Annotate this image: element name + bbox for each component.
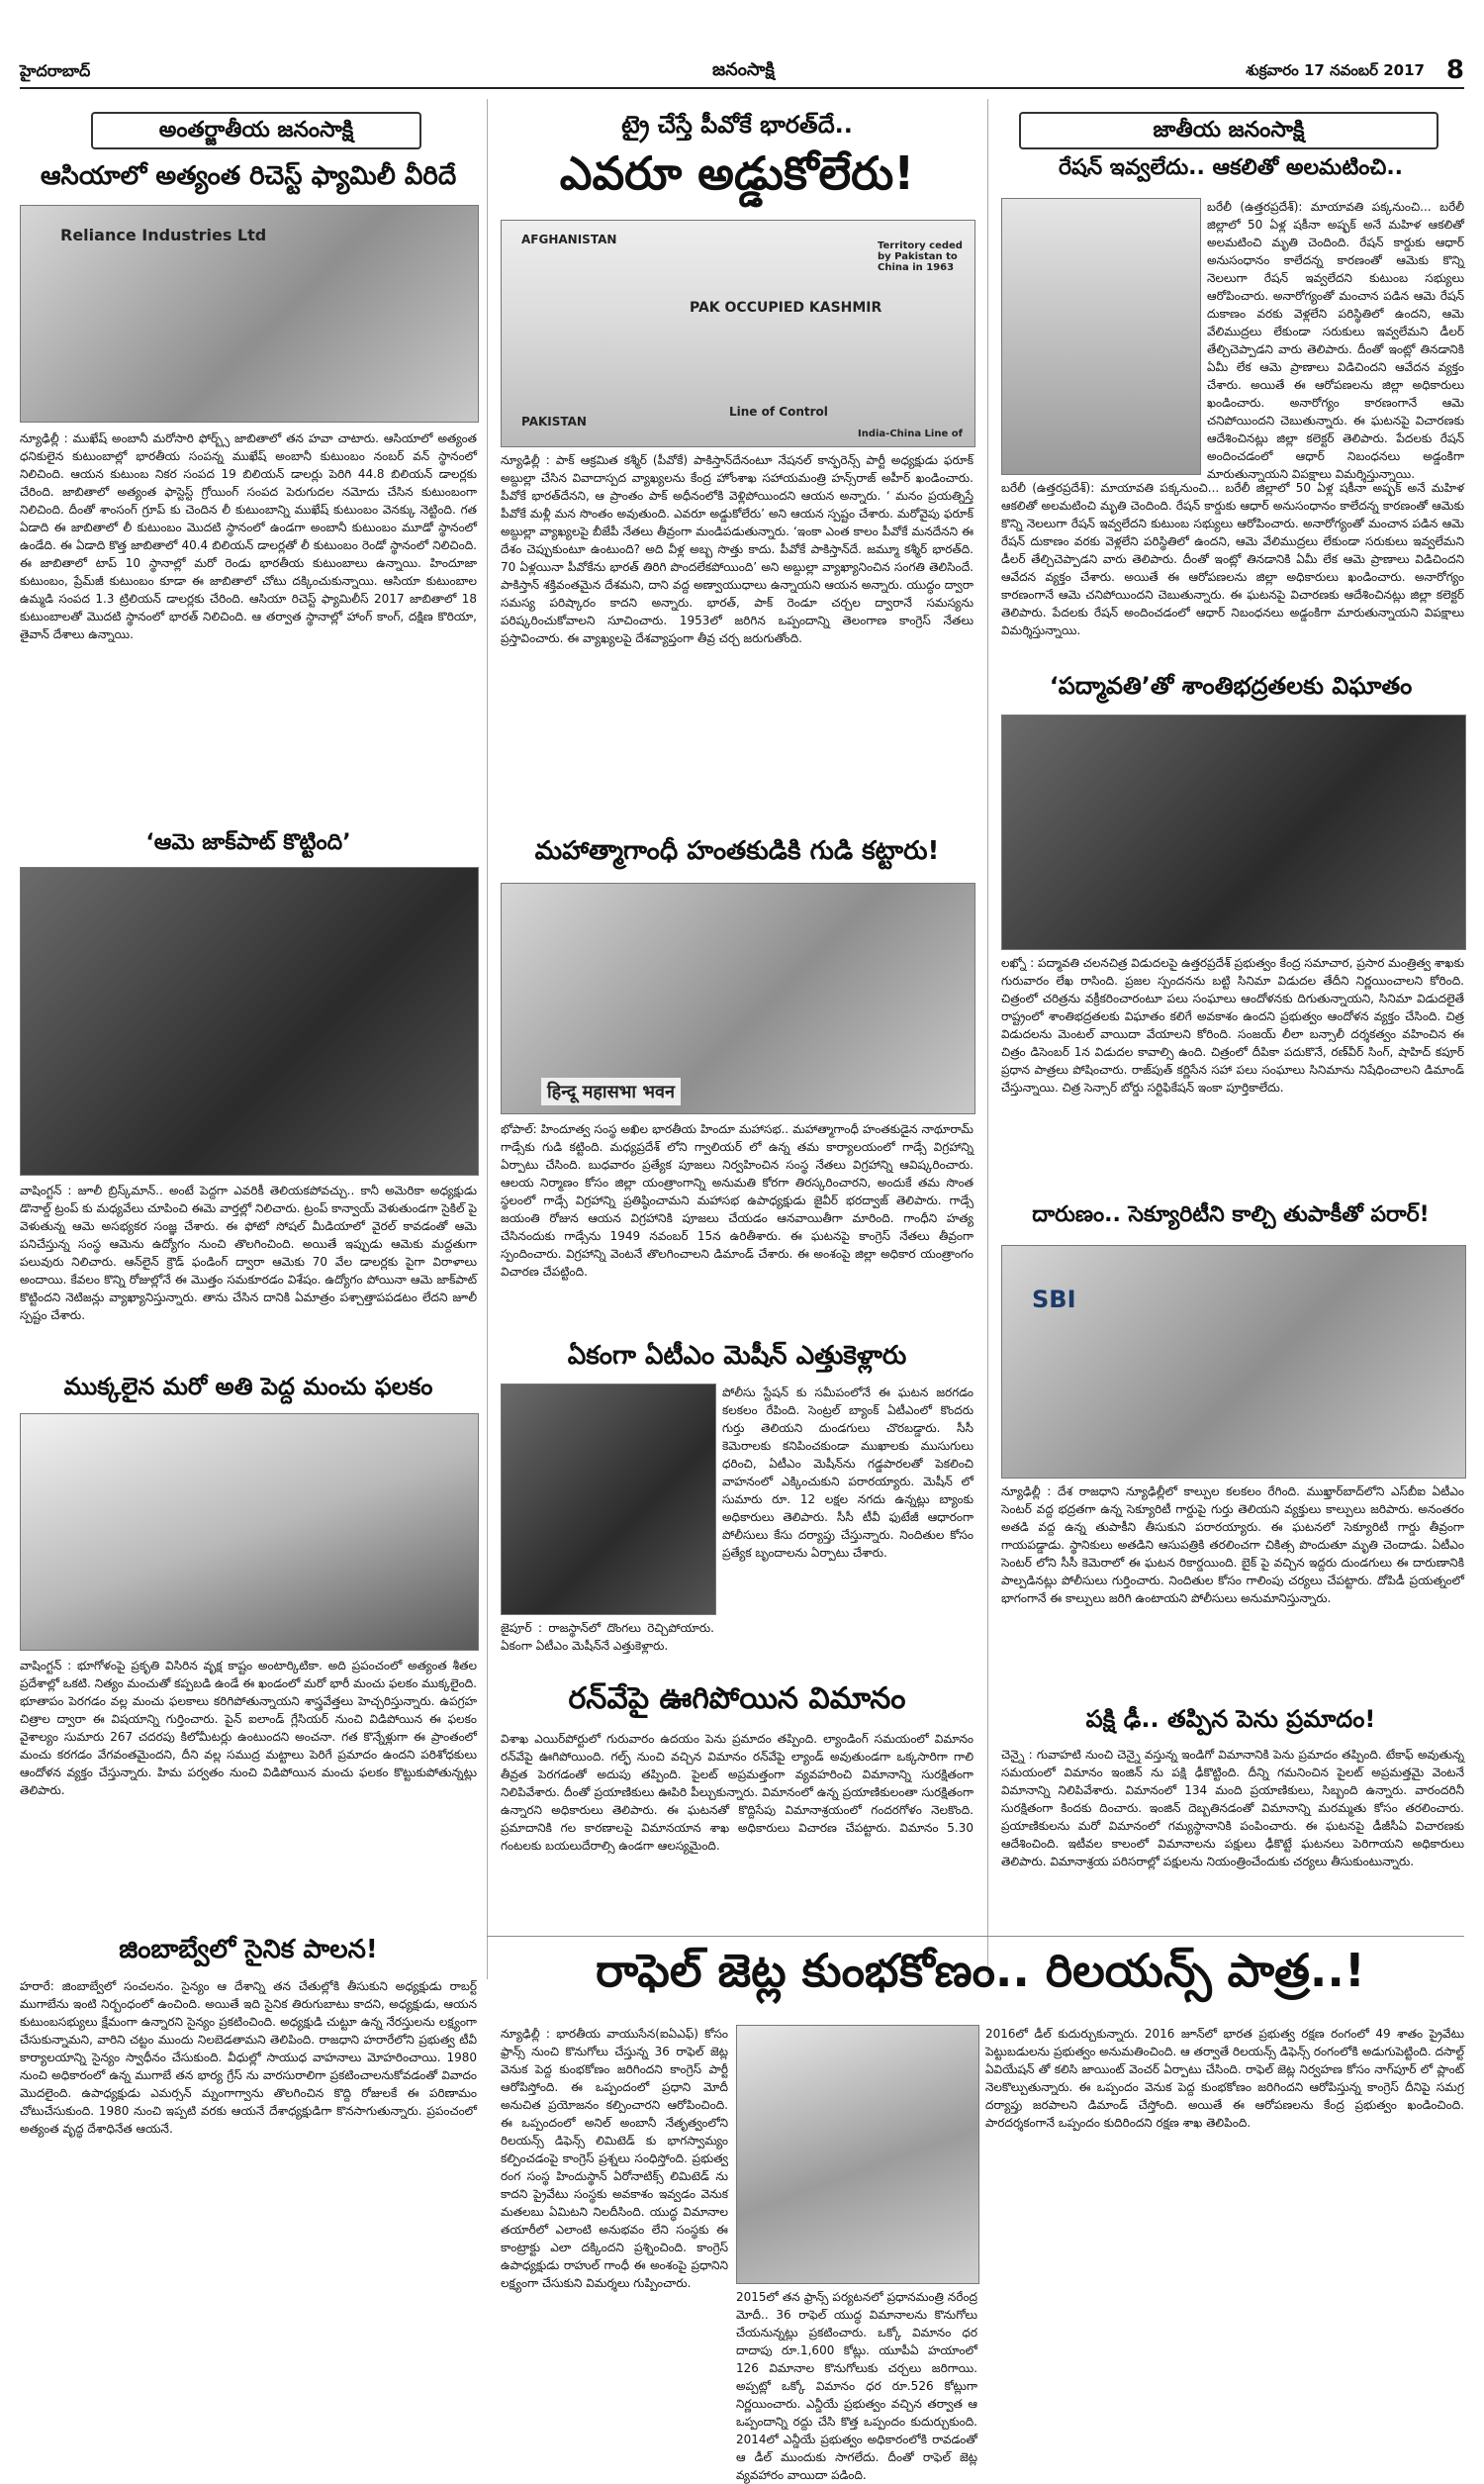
- headline-bird-hit: పక్షి ఢీ.. తప్పిన పెను ప్రమాదం!: [1085, 1705, 1376, 1733]
- body-gandhi: భోపాల్: హిందూత్వ సంస్థ అఖిల భారతీయ హిందూ మహాసభ.. మహాత్మాగాంధీ హంతకుడైన నాథూరామ్ గాడ్సేకు గుడి కట్టింది. మధ్యప్రదేశ్ లోని గ్వాలియర్ లో ఉన్న తమ కార్యాలయంలో గాడ్సే విగ్రహాన్ని ఏర్పాటు చేసింది. బుధవారం ప్రత్యేక పూజలు నిర్వహించిన సంస్థ నేతలు విగ్రహాన్ని ఆవిష్కరించారు. ఆలయ నిర్మాణం కోసం జిల్లా యంత్రాంగాన్ని అనుమతి కోరగా తిరస్కరించారని, అందుకే తమ సొంత స్థలంలో గాడ్సే విగ్రహాన్ని ప్రతిష్ఠించామని మహాసభ ఉపాధ్యక్షుడు జైవీర్ భరద్వాజ్ తెలిపారు. గాడ్సే జయంతి రోజున ఆయన విగ్రహానికి పూజలు చేయడం ఆనవాయితీగా మారింది. గాంధీని హత్య చేసినందుకు గాడ్సేను 1949 నవంబర్ 15న ఉరితీశారు. ఈ ఘటనపై కాంగ్రెస్ నేతలు తీవ్రంగా స్పందించారు. విగ్రహాన్ని వెంటనే తొలగించాలని డిమాండ్ చేశారు. ఈ అంశంపై జిల్లా అధికార యంత్రాంగం విచారణ చేపట్టింది.: [501, 1122, 974, 1279]
- body-bird-hit: చెన్నై : గువాహటి నుంచి చెన్నై వస్తున్న ఇండిగో విమానానికి పెను ప్రమాదం తప్పింది. టేకాఫ్ అవుతున్న సమయంలో విమానం ఇంజిన్ ను పక్షి ఢీకొట్టింది. దీన్ని గమనించిన పైలట్ అప్రమత్తమై వెంటనే విమానాన్ని నిలిపివేశారు. విమానంలో 134 మంది ప్రయాణికులు, సిబ్బంది ఉన్నారు. వారందరినీ సురక్షితంగా కిందకు దించారు. ఇంజిన్ దెబ్బతినడంతో విమానాన్ని మరమ్మతు కోసం తరలించారు. ప్రయాణికులను మరో విమానంలో గమ్యస్థానానికి పంపించారు. ఈ ఘటనపై డీజీసీఏ విచారణకు ఆదేశించింది. ఇటీవల కాలంలో విమానాలను పక్షులు ఢీకొట్టే ఘటనలు పెరిగాయని అధికారులు తెలిపారు. విమానాశ్రయ పరిసరాల్లో పక్షులను నియంత్రించేందుకు చర్యలు తీసుకుంటున్నారు.: [1001, 1748, 1464, 1868]
- kicker-pok: ట్రై చేస్తే పీవోకే భారత్‌దే..: [621, 111, 853, 139]
- divider: [487, 1936, 1464, 1937]
- section-tab-national: జాతీయ జనంసాక్షి: [1019, 112, 1438, 149]
- map-label: AFGHANISTAN: [521, 233, 617, 246]
- body-pok: న్యూఢిల్లీ : పాక్ ఆక్రమిత కశ్మీర్ (పీవోకే) పాకిస్తాన్‌దేనంటూ నేషనల్ కాన్ఫరెన్స్ పార్టీ అధ్యక్షుడు ఫరూక్ అబ్దుల్లా చేసిన వివాదాస్పద వ్యాఖ్యలను కేంద్ర హోంశాఖ సహాయమంత్రి హన్స్‌రాజ్ అహీర్ ఖండించారు. పీవోకే భారత్‌దేనని, ఆ ప్రాంతం పాక్ అధీనంలోకి వెళ్లిపోయిందని ఆయన అన్నారు. ‘ మనం ప్రయత్నిస్తే పీవోకే మళ్లీ మన సొంతం అవుతుంది. ఎవరూ అడ్డుకోలేరు’ అని ఆయన స్పష్టం చేశారు. మరోవైపు ఫరూక్ అబ్దుల్లా వ్యాఖ్యలపై బీజేపీ నేతలు తీవ్రంగా మండిపడుతున్నారు. ‘ఇంకా ఎంత కాలం పీవోకే మనదేనని ఈ దేశం చెప్పుకుంటూ ఉంటుంది? అది వీళ్ల అబ్బ సొత్తు కాదు. పీవోకే పాకిస్తాన్‌దే. జమ్మూ కశ్మీర్ భారత్‌ది. 70 ఏళ్లయినా పీవోకేను భారత్ తిరిగి పొందలేకపోయింది’ అని అబ్దుల్లా వ్యాఖ్యానించిన సంగతి తెలిసిందే. పాకిస్తాన్ శక్తివంతమైన దేశమని, దాని వద్ద అణ్వాయుధాలు ఉన్నాయని ఆయన అన్నారు. యుద్ధం ద్వారా సమస్య పరిష్కారం కాదని అన్నారు. భారత్, పాక్ రెండూ చర్చల ద్వారానే సమస్యను పరిష్కరించుకోవాలని సూచించారు. 1953లో జరిగిన ఒప్పందాన్ని తెలంగాణ కాంగ్రెస్ నేతలు ప్రస్తావించారు. ఈ వ్యాఖ్యలపై దేశవ్యాప్తంగా తీవ్ర చర్చ జరుగుతోంది.: [501, 453, 974, 645]
- map-label: PAKISTAN: [521, 415, 587, 429]
- photo-label: SBI: [1032, 1286, 1076, 1313]
- headline-security: దారుణం.. సెక్యూరిటీని కాల్చి తుపాకీతో పరార్!: [1032, 1202, 1430, 1227]
- photo-ration-victim: [1001, 198, 1201, 475]
- column-rule: [487, 99, 488, 1979]
- headline-jackpot: ‘ఆమె జాక్‌పాట్ కొట్టింది’: [145, 830, 351, 855]
- headline-pok: ఎవరూ అడ్డుకోలేరు!: [559, 146, 915, 200]
- body-zimbabwe: హరారే: జింబాబ్వేలో సంచలనం. సైన్యం ఆ దేశాన్ని తన చేతుల్లోకి తీసుకుని అధ్యక్షుడు రాబర్ట్ ముగాబేను ఇంటి నిర్బంధంలో ఉంచింది. అయితే ఇది సైనిక తిరుగుబాటు కాదని, అధ్యక్షుడు, ఆయన కుటుంబసభ్యులు క్షేమంగా ఉన్నారని సైన్యం ప్రకటించింది. అధ్యక్షుడి చుట్టూ ఉన్న నేరస్తులను లక్ష్యంగా చేసుకున్నామని, వారిని చట్టం ముందు నిలబెడతామని తెలిపింది. రాజధాని హరారేలోని ప్రభుత్వ టీవీ కార్యాలయాన్ని సైన్యం స్వాధీనం చేసుకుంది. వీధుల్లో సాయుధ వాహనాలు మోహరించాయి. 1980 నుంచి అధికారంలో ఉన్న ముగాబే తన భార్య గ్రేస్ ను వారసురాలిగా ప్రకటించాలనుకోవడంతో వివాదం మొదలైంది. ఉపాధ్యక్షుడు ఎమర్సన్ మ్నంగాగ్వాను తొలగించిన కొద్ది రోజులకే ఈ పరిణామం చోటుచేసుకుంది. 1980 నుంచి ఇప్పటి వరకు ఆయనే దేశాధ్యక్షుడిగా కొనసాగుతున్నారు. ప్రపంచంలో అత్యంత వృద్ధ దేశాధినేత ఆయనే.: [20, 1979, 477, 2136]
- photo-cyclist: [20, 867, 479, 1176]
- map-label: India-China Line of: [858, 429, 963, 439]
- photo-padmavati: [1001, 715, 1466, 950]
- caption-atm: జైపూర్ : రాజస్థాన్‌లో దొంగలు రెచ్చిపోయారు. ఏకంగా ఏటీఎం మెషీన్‌నే ఎత్తుకెళ్లారు.: [501, 1621, 714, 1653]
- map-label: PAK OCCUPIED KASHMIR: [690, 300, 882, 316]
- headline-padmavati: ‘పద్మావతి’తో శాంతిభద్రతలకు విఘాతం: [1049, 672, 1413, 700]
- headline-runway: రన్‌వేపై ఊగిపోయిన విమానం: [568, 1681, 906, 1716]
- photo-iceberg: [20, 1413, 479, 1651]
- map-label: Territory ceded by Pakistan to China in 1963: [878, 240, 963, 273]
- body-atm: పోలీసు స్టేషన్ కు సమీపంలోనే ఈ ఘటన జరగడం కలకలం రేపింది. సెంట్రల్ బ్యాంక్ ఏటీఎంలో కొందరు గుర్తు తెలియని దుండగులు చొరబడ్డారు. సీసీ కెమెరాలకు కనిపించకుండా ముఖాలకు ముసుగులు ధరించి, ఏటీఎం మెషీన్‌ను గడ్డపారలతో పెకలించి వాహనంలో ఎక్కించుకుని పరారయ్యారు. మెషీన్ లో సుమారు రూ. 12 లక్షల నగదు ఉన్నట్లు బ్యాంకు అధికారులు తెలిపారు. సీసీ టీవీ ఫుటేజీ ఆధారంగా పోలీసులు కేసు దర్యాప్తు చేస్తున్నారు. నిందితుల కోసం ప్రత్యేక బృందాలను ఏర్పాటు చేశారు.: [722, 1385, 974, 1560]
- body-ration: బరేలీ (ఉత్తరప్రదేశ్): మాయావతి పక్కనుంచి... బరేలీ జిల్లాలో 50 ఏళ్ల షకీనా అష్ఫక్ అనే మహిళ ఆకలితో అలమటించి మృతి చెందింది. రేషన్ కార్డుకు ఆధార్ అనుసంధానం కాలేదన్న కారణంతో ఆమెకు కొన్ని నెలలుగా రేషన్ ఇవ్వలేదని కుటుంబ సభ్యులు ఆరోపించారు. అనారోగ్యంతో మంచాన పడిన ఆమె రేషన్ దుకాణం వరకు వెళ్లలేని పరిస్థితిలో ఉందని, ఆమె వేలిముద్రలు లేకుండా సరుకులు ఇవ్వలేమని డీలర్ తేల్చిచెప్పాడని వారు తెలిపారు. దీంతో ఇంట్లో తినడానికి ఏమీ లేక ఆమె ప్రాణాలు విడిచిందని ఆవేదన వ్యక్తం చేశారు. అయితే ఈ ఆరోపణలను జిల్లా అధికారులు ఖండించారు. అనారోగ్యం కారణంగానే ఆమె చనిపోయిందని చెబుతున్నారు. ఈ ఘటనపై విచారణకు ఆదేశించినట్లు జిల్లా కలెక్టర్ తెలిపారు. పేదలకు రేషన్ అందించడంలో ఆధార్ నిబంధనలు అడ్డంకిగా మారుతున్నాయని విపక్షాలు విమర్శిస్తున్నాయి.: [1001, 481, 1464, 637]
- headline-iceberg: ముక్కలైన మరో అతి పెద్ద మంచు ఫలకం: [63, 1373, 433, 1400]
- photo-atm-cctv: [501, 1384, 716, 1615]
- paper-logo: జనంసాక్షి: [712, 59, 775, 79]
- masthead: [20, 55, 1464, 89]
- headline-zimbabwe: జింబాబ్వేలో సైనిక పాలన!: [119, 1935, 378, 1964]
- photo-ambani-family: [20, 205, 479, 423]
- photo-label: Reliance Industries Ltd: [60, 226, 267, 244]
- headline-gandhi: మహాత్మాగాంధీ హంతకుడికి గుడి కట్టారు!: [534, 836, 940, 866]
- body-runway: విశాఖ ఎయిర్‌పోర్టులో గురువారం ఉదయం పెను ప్రమాదం తప్పింది. ల్యాండింగ్ సమయంలో విమానం రన్‌వేపై ఊగిపోయింది. గల్ఫ్ నుంచి వచ్చిన విమానం రన్‌వేపై ల్యాండ్ అవుతుండగా ఒక్కసారిగా గాలి తీవ్రత పెరగడంతో అదుపు తప్పింది. పైలట్ అప్రమత్తంగా వ్యవహరించి విమానాన్ని సురక్షితంగా నిలిపివేశారు. దీంతో ప్రయాణికులు ఊపిరి పీల్చుకున్నారు. విమానంలో ఉన్న ప్రయాణికులంతా సురక్షితంగా ఉన్నారని అధికారులు తెలిపారు. ఈ ఘటనతో కొద్దిసేపు విమానాశ్రయంలో గందరగోళం నెలకొంది. ప్రమాదానికి గల కారణాలపై విమానయాన శాఖ అధికారులు విచారణ చేపట్టారు. విమానం 5.30 గంటలకు బయలుదేరాల్సి ఉండగా ఆలస్యమైంది.: [501, 1732, 974, 1853]
- page-number: 8: [1445, 55, 1464, 85]
- headline-rafale: రాఫెల్ జెట్ల కుంభకోణం.. రిలయన్స్ పాత్ర..!: [596, 1944, 1365, 1997]
- map-kashmir: [501, 220, 975, 447]
- body-richest-family: న్యూఢిల్లీ : ముఖేష్ అంబానీ మరోసారి ఫోర్బ్స్ జాబితాలో తన హవా చాటారు. ఆసియాలో అత్యంత ధనికులైన కుటుంబాల్లో భారతీయ సంపన్న ముఖేష్ అంబానీ కుటుంబం నంబర్ వన్ స్థానంలో నిలిచింది. ఆయన కుటుంబ నికర సంపద 19 బిలియన్ డాలర్లు పెరిగి 44.8 బిలియన్ డాలర్లకు చేరింది. జాబితాలో అత్యంత ఫాస్టెస్ట్ గ్రోయింగ్ సంపద పెరుగుదల నమోదు చేసిన కుటుంబంగా నిలిచింది. దీంతో శాంసంగ్ గ్రూప్ కు చెందిన లీ కుటుంబాన్ని ముఖేష్ కుటుంబం వెనక్కు నెట్టింది. గత ఏడాది ఈ జాబితాలో లీ కుటుంబం మొదటి స్థానంలో ఉండగా అంబానీ కుటుంబం మూడో స్థానంలో ఉండేది. ఈ ఏడాది కొత్త జాబితాలో 40.4 బిలియన్ డాలర్లతో లీ కుటుంబం రెండో స్థానంలో నిలిచింది. ఈ జాబితాలో టాప్ 10 స్థానాల్లో మరో రెండు భారతీయ కుటుంబాలు ఉన్నాయి. హిందూజా కుటుంబం, ప్రేమ్‌జీ కుటుంబం కూడా ఈ జాబితాలో చోటు దక్కించుకున్నాయి. ఆసియా కుటుంబాల ఉమ్మడి సంపద 1.3 ట్రిలియన్ డాలర్లకు చేరింది. ఆసియా రిచెస్ట్ ఫ్యామిలీస్ 2017 జాబితాలో 18 కుటుంబాలతో మొదటి స్థానంలో భారత్ నిలిచింది. ఆ తర్వాత స్థానాల్లో హాంగ్ కాంగ్, దక్షిణ కొరియా, తైవాన్ దేశాలు ఉన్నాయి.: [20, 431, 477, 641]
- photo-sbi-cctv: [1001, 1245, 1466, 1479]
- headline-atm: ఏకంగా ఏటీఎం మెషీన్ ఎత్తుకెళ్లారు: [567, 1341, 907, 1371]
- photo-rafale-jet: [736, 2025, 979, 2284]
- map-label: Line of Control: [729, 405, 828, 419]
- city-name: హైదరాబాద్: [20, 61, 91, 80]
- issue-date: శుక్రవారం 17 నవంబర్ 2017: [1246, 61, 1425, 79]
- body-security: న్యూఢిల్లీ : దేశ రాజధాని న్యూఢిల్లీలో కాల్పుల కలకలం రేగింది. ముఖ్తార్‌బాద్‌లోని ఎస్‌బీఐ ఏటీఎం సెంటర్ వద్ద భద్రతగా ఉన్న సెక్యూరిటీ గార్డుపై గుర్తు తెలియని వ్యక్తులు కాల్పులు జరిపారు. అనంతరం అతడి వద్ద ఉన్న తుపాకీని తీసుకుని పరారయ్యారు. ఈ ఘటనలో సెక్యూరిటీ గార్డు తీవ్రంగా గాయపడ్డాడు. స్థానికులు అతడిని ఆసుపత్రికి తరలించగా చికిత్స పొందుతూ మృతి చెందాడు. ఏటీఎం సెంటర్ లోని సీసీ కెమెరాలో ఈ ఘటన రికార్డయింది. బైక్ పై వచ్చిన ఇద్దరు దుండగులు ఈ దారుణానికి పాల్పడినట్లు పోలీసులు గుర్తించారు. నిందితుల కోసం గాలింపు చర్యలు చేపట్టారు. దోపిడీ ప్రయత్నంలో భాగంగానే ఈ కాల్పులు జరిగి ఉంటాయని పోలీసులు అనుమానిస్తున్నారు.: [1001, 1484, 1464, 1605]
- body-rafale-mid: 2015లో తన ఫ్రాన్స్ పర్యటనలో ప్రధానమంత్రి నరేంద్ర మోదీ.. 36 రాఫెల్ యుద్ధ విమానాలను కొనుగోలు చేయనున్నట్లు ప్రకటించారు. ఒక్కో విమానం ధర దాదాపు రూ.1,600 కోట్లు. యూపీఏ హయాంలో 126 విమానాల కొనుగోలుకు చర్చలు జరిగాయి. అప్పట్లో ఒక్కో విమానం ధర రూ.526 కోట్లుగా నిర్ణయించారు. ఎన్డీయే ప్రభుత్వం వచ్చిన తర్వాత ఆ ఒప్పందాన్ని రద్దు చేసి కొత్త ఒప్పందం కుదుర్చుకుంది. 2014లో ఎన్డీయే ప్రభుత్వం అధికారంలోకి రావడంతో ఆ డీల్ ముందుకు సాగలేదు. దీంతో రాఫెల్ జెట్ల వ్యవహారం వాయిదా పడింది.: [736, 2290, 977, 2482]
- body-rafale-left: న్యూఢిల్లీ : భారతీయ వాయుసేన(ఐఏఎఫ్) కోసం ఫ్రాన్స్ నుంచి కొనుగోలు చేస్తున్న 36 రాఫెల్ జెట్ల వెనుక పెద్ద కుంభకోణం జరిగిందని కాంగ్రెస్ పార్టీ ఆరోపిస్తోంది. ఈ ఒప్పందంలో ప్రధాని మోదీ అనుచిత ప్రయోజనం కల్పించారని ఆరోపించింది. ఈ ఒప్పందంలో అనిల్ అంబానీ నేతృత్వంలోని రిలయన్స్ డిఫెన్స్ లిమిటెడ్ కు భాగస్వామ్యం కల్పించడంపై కాంగ్రెస్ ప్రశ్నలు సంధిస్తోంది. ప్రభుత్వ రంగ సంస్థ హిందుస్థాన్ ఏరోనాటిక్స్ లిమిటెడ్ ను కాదని ప్రైవేటు సంస్థకు అవకాశం ఇవ్వడం వెనుక మతలబు ఏమిటని నిలదీసింది. యుద్ధ విమానాల తయారీలో ఎలాంటి అనుభవం లేని సంస్థకు ఈ కాంట్రాక్టు ఎలా దక్కిందని ప్రశ్నించింది. కాంగ్రెస్ ఉపాధ్యక్షుడు రాహుల్ గాంధీ ఈ అంశంపై ప్రధానిని లక్ష్యంగా చేసుకుని విమర్శలు గుప్పించారు.: [501, 2027, 728, 2290]
- photo-godse-statue: [501, 883, 975, 1114]
- section-tab-international: అంతర్జాతీయ జనంసాక్షి: [91, 112, 421, 149]
- photo-label: हिन्दू महासभा भवन: [541, 1078, 681, 1105]
- body-padmavati: లఖ్నో : పద్మావతి చలనచిత్ర విడుదలపై ఉత్తరప్రదేశ్ ప్రభుత్వం కేంద్ర సమాచార, ప్రసార మంత్రిత్వ శాఖకు గురువారం లేఖ రాసింది. ప్రజల స్పందనను బట్టి సినిమా విడుదల తేదీని నిర్ణయించాలని కోరింది. చిత్రంలో చరిత్రను వక్రీకరించారంటూ పలు సంఘాలు ఆందోళనకు దిగుతున్నాయని, సినిమా విడుదలైతే రాష్ట్రంలో శాంతిభద్రతలకు విఘాతం కలిగే అవకాశం ఉందని ప్రభుత్వం ఆందోళన వ్యక్తం చేసింది. చిత్ర విడుదలను మెంటల్ వాయిదా వేయాలని కోరింది. సంజయ్ లీలా బన్సాలీ దర్శకత్వం వహించిన ఈ చిత్రం డిసెంబర్ 1న విడుదల కావాల్సి ఉంది. చిత్రంలో దీపికా పదుకొనే, రణ్‌వీర్ సింగ్, షాహిద్ కపూర్ ప్రధాన పాత్రలు పోషించారు. రాజ్‌పుత్ కర్ణిసేన సహా పలు సంఘాలు సినిమాను నిషేధించాలని డిమాండ్ చేస్తున్నాయి. చిత్ర సెన్సార్ బోర్డు సర్టిఫికేషన్ ఇంకా పూర్తికాలేదు.: [1001, 956, 1464, 1095]
- body-iceberg: వాషింగ్టన్ : భూగోళంపై ప్రకృతి విసిరిన వృక్ష కాష్టం అంటార్కిటికా. అది ప్రపంచంలో అత్యంత శీతల ప్రదేశాల్లో ఒకటి. నిత్యం మంచుతో కప్పబడి ఉండే ఈ ఖండంలో మరో భారీ మంచు ఫలకం ముక్కలైంది. భూతాపం పెరగడం వల్ల మంచు ఫలకాలు కరిగిపోతున్నాయని శాస్త్రవేత్తలు హెచ్చరిస్తున్నారు. ఉపగ్రహ చిత్రాల ద్వారా ఈ విషయాన్ని గుర్తించారు. పైన్ ఐలాండ్ గ్లేసియర్ నుంచి విడిపోయిన ఈ ఫలకం వైశాల్యం సుమారు 267 చదరపు కిలోమీటర్లు ఉంటుందని అంచనా. గత కొన్నేళ్లుగా ఈ ప్రాంతంలో మంచు కరగడం వేగవంతమైందని, దీని వల్ల సముద్ర మట్టాలు పెరిగే ప్రమాదం ఉందని పరిశోధకులు ఆందోళన వ్యక్తం చేస్తున్నారు. హిమ పర్వతం నుంచి విడిపోయిన మంచు ఫలకం కొట్టుకుపోతున్నట్లు తెలిపారు.: [20, 1659, 477, 1797]
- body-ration-top: బరేలీ (ఉత్తరప్రదేశ్): మాయావతి పక్కనుంచి... బరేలీ జిల్లాలో 50 ఏళ్ల షకీనా అష్ఫక్ అనే మహిళ ఆకలితో అలమటించి మృతి చెందింది. రేషన్ కార్డుకు ఆధార్ అనుసంధానం కాలేదన్న కారణంతో ఆమెకు కొన్ని నెలలుగా రేషన్ ఇవ్వలేదని కుటుంబ సభ్యులు ఆరోపించారు. అనారోగ్యంతో మంచాన పడిన ఆమె రేషన్ దుకాణం వరకు వెళ్లలేని పరిస్థితిలో ఉందని, ఆమె వేలిముద్రలు లేకుండా సరుకులు ఇవ్వలేమని డీలర్ తేల్చిచెప్పాడని వారు తెలిపారు. దీంతో ఇంట్లో తినడానికి ఏమీ లేక ఆమె ప్రాణాలు విడిచిందని ఆవేదన వ్యక్తం చేశారు. అయితే ఈ ఆరోపణలను జిల్లా అధికారులు ఖండించారు. అనారోగ్యం కారణంగానే ఆమె చనిపోయిందని చెబుతున్నారు. ఈ ఘటనపై విచారణకు ఆదేశించినట్లు జిల్లా కలెక్టర్ తెలిపారు. పేదలకు రేషన్ అందించడంలో ఆధార్ నిబంధనలు అడ్డంకిగా మారుతున్నాయని విపక్షాలు విమర్శిస్తున్నాయి.: [1207, 200, 1464, 481]
- column-rule: [987, 99, 988, 1979]
- body-jackpot: వాషింగ్టన్ : జూలీ బ్రిస్క్‌మాన్.. అంటే పెద్దగా ఎవరికీ తెలియకపోవచ్చు.. కానీ అమెరికా అధ్యక్షుడు డొనాల్డ్ ట్రంప్ కు మధ్యవేలు చూపించి ఈమె వార్తల్లో నిలిచారు. ట్రంప్ కాన్వాయ్ వెళుతుండగా సైకిల్ పై వెళుతున్న ఆమె అసభ్యకర సంజ్ఞ చేశారు. ఈ ఫోటో సోషల్ మీడియాలో వైరల్ కావడంతో ఆమె పనిచేస్తున్న సంస్థ ఆమెను ఉద్యోగం నుంచి తొలగించింది. అయితే ఇప్పుడు ఆమెకు మద్దతుగా పలువురు నిలిచారు. ఆన్‌లైన్ క్రౌడ్ ఫండింగ్ ద్వారా ఆమెకు 70 వేల డాలర్లకు పైగా విరాళాలు అందాయి. కేవలం కొన్ని రోజుల్లోనే ఈ మొత్తం సమకూరడం విశేషం. ఉద్యోగం పోయినా ఆమె జాక్‌పాట్ కొట్టిందని నెటిజన్లు వ్యాఖ్యానిస్తున్నారు. తాను చేసిన దానికి ఏమాత్రం పశ్చాత్తాపపడటం లేదని జూలీ స్పష్టం చేశారు.: [20, 1184, 477, 1322]
- headline-ration: రేషన్ ఇవ్వలేదు.. ఆకలితో అలమటించి..: [1058, 155, 1404, 180]
- headline-richest-family: ఆసియాలో అత్యంత రిచెస్ట్ ఫ్యామిలీ వీరిదే: [40, 161, 457, 191]
- body-rafale-right: 2016లో డీల్ కుదుర్చుకున్నారు. 2016 జూన్‌లో భారత ప్రభుత్వ రక్షణ రంగంలో 49 శాతం ప్రైవేటు పెట్టుబడులను ప్రభుత్వం అనుమతించింది. ఆ తర్వాతే రిలయన్స్ డిఫెన్స్ రంగంలోకి అడుగుపెట్టింది. దసాల్ట్ ఏవియేషన్ తో కలిసి జాయింట్ వెంచర్ ఏర్పాటు చేసింది. రాఫెల్ జెట్ల నిర్వహణ కోసం నాగ్‌పూర్ లో ప్లాంట్ నెలకొల్పుతున్నారు. ఈ ఒప్పందం వెనుక పెద్ద కుంభకోణం జరిగిందని ఆరోపిస్తున్న కాంగ్రెస్ దీనిపై సమగ్ర దర్యాప్తు జరపాలని డిమాండ్ చేస్తోంది. అయితే ఈ ఆరోపణలను కేంద్ర ప్రభుత్వం ఖండించింది. పారదర్శకంగానే ఒప్పందం కుదిరిందని రక్షణ శాఖ తెలిపింది.: [985, 2027, 1464, 2130]
